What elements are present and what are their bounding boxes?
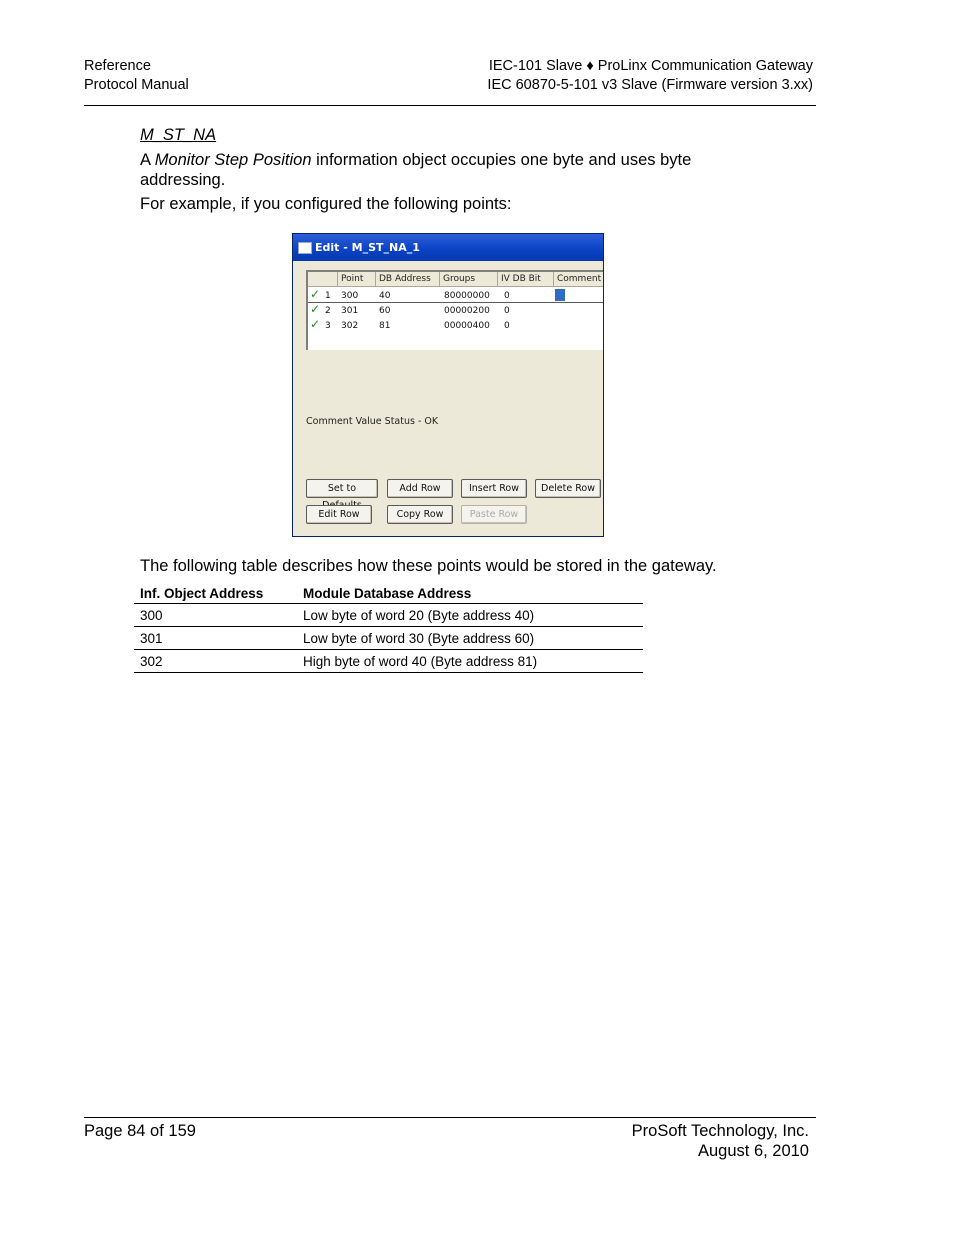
- col-header-comment[interactable]: Comment: [554, 272, 604, 287]
- window-titlebar: [293, 234, 603, 261]
- table-row: [134, 650, 643, 673]
- selected-comment-cell[interactable]: [555, 289, 565, 301]
- cell-iv-db-bit[interactable]: 0: [504, 321, 510, 331]
- footer-date: August 6, 2010: [697, 1142, 809, 1160]
- row-divider: [308, 302, 604, 303]
- col-header-point[interactable]: Point: [338, 272, 376, 287]
- cell-point[interactable]: 301: [341, 306, 359, 316]
- set-to-defaults-button[interactable]: Set to: [306, 479, 378, 498]
- page-number: Page 84 of 159: [84, 1122, 196, 1140]
- table-intro-paragraph: The following table describes how these points would be stored in the gateway.: [140, 557, 717, 575]
- header-section: Reference: [84, 58, 151, 74]
- edit-row-button[interactable]: Edit Row: [306, 505, 372, 524]
- paste-row-button: Paste Row: [461, 505, 527, 524]
- footer-company: ProSoft Technology, Inc.: [631, 1122, 809, 1140]
- table-header-row: [134, 583, 643, 604]
- cell-inf-object-address: 301: [134, 627, 297, 650]
- row-index: 1: [325, 291, 331, 301]
- edit-window-screenshot: [292, 233, 604, 537]
- col-header-inf-object-address: Inf. Object Address: [134, 583, 297, 604]
- points-grid: [306, 270, 604, 350]
- example-paragraph: For example, if you configured the following points:: [140, 195, 512, 213]
- cell-module-database-address: Low byte of word 20 (Byte address 40): [297, 604, 643, 627]
- cell-db-address[interactable]: 60: [379, 306, 391, 316]
- row-index: 3: [325, 321, 331, 331]
- insert-row-button[interactable]: Insert Row: [461, 479, 527, 498]
- window-title: Edit - M_ST_NA_1: [315, 241, 420, 254]
- check-icon: ✓: [310, 302, 321, 316]
- intro-paragraph: [140, 150, 730, 190]
- col-header-db-address[interactable]: DB Address: [376, 272, 440, 287]
- cell-db-address[interactable]: 40: [379, 291, 391, 301]
- cell-groups[interactable]: 80000000: [444, 291, 490, 301]
- add-row-button[interactable]: Add Row: [387, 479, 453, 498]
- cell-iv-db-bit[interactable]: 0: [504, 291, 510, 301]
- intro-suffix: information object occupies one byte and uses byte addressing.: [140, 151, 692, 189]
- copy-row-button[interactable]: Copy Row: [387, 505, 453, 524]
- table-row: [134, 627, 643, 650]
- row-index: 2: [325, 306, 331, 316]
- table-row: [134, 604, 643, 627]
- delete-row-button[interactable]: Delete Row: [535, 479, 601, 498]
- status-text: Comment Value Status - OK: [306, 416, 439, 427]
- header-protocol: IEC 60870-5-101 v3 Slave (Firmware version 3.xx): [487, 77, 813, 93]
- cell-groups[interactable]: 00000200: [444, 306, 490, 316]
- cell-groups[interactable]: 00000400: [444, 321, 490, 331]
- cell-inf-object-address: 300: [134, 604, 297, 627]
- footer-rule: [84, 1117, 816, 1118]
- check-icon: ✓: [310, 287, 321, 301]
- cell-module-database-address: High byte of word 40 (Byte address 81): [297, 650, 643, 673]
- footer-right: [632, 1121, 809, 1161]
- window-icon: [298, 242, 312, 254]
- cell-db-address[interactable]: 81: [379, 321, 391, 331]
- cell-iv-db-bit[interactable]: 0: [504, 306, 510, 316]
- grid-corner-header: [308, 272, 338, 287]
- header-manual: Protocol Manual: [84, 77, 189, 93]
- check-icon: ✓: [310, 317, 321, 331]
- intro-prefix: A: [140, 151, 155, 169]
- col-header-module-database-address: Module Database Address: [297, 583, 643, 604]
- col-header-groups[interactable]: Groups: [440, 272, 498, 287]
- intro-italic-term: Monitor Step Position: [154, 151, 312, 169]
- col-header-iv-db-bit[interactable]: IV DB Bit: [498, 272, 554, 287]
- cell-point[interactable]: 302: [341, 321, 359, 331]
- header-right: [487, 57, 813, 95]
- cell-module-database-address: Low byte of word 30 (Byte address 60): [297, 627, 643, 650]
- header-product: IEC-101 Slave ♦ ProLinx Communication Gateway: [488, 58, 813, 74]
- header-rule: [84, 105, 816, 106]
- header-left: [84, 57, 189, 95]
- cell-point[interactable]: 300: [341, 291, 359, 301]
- address-table: [134, 583, 643, 673]
- section-title: M_ST_NA: [140, 126, 217, 144]
- cell-inf-object-address: 302: [134, 650, 297, 673]
